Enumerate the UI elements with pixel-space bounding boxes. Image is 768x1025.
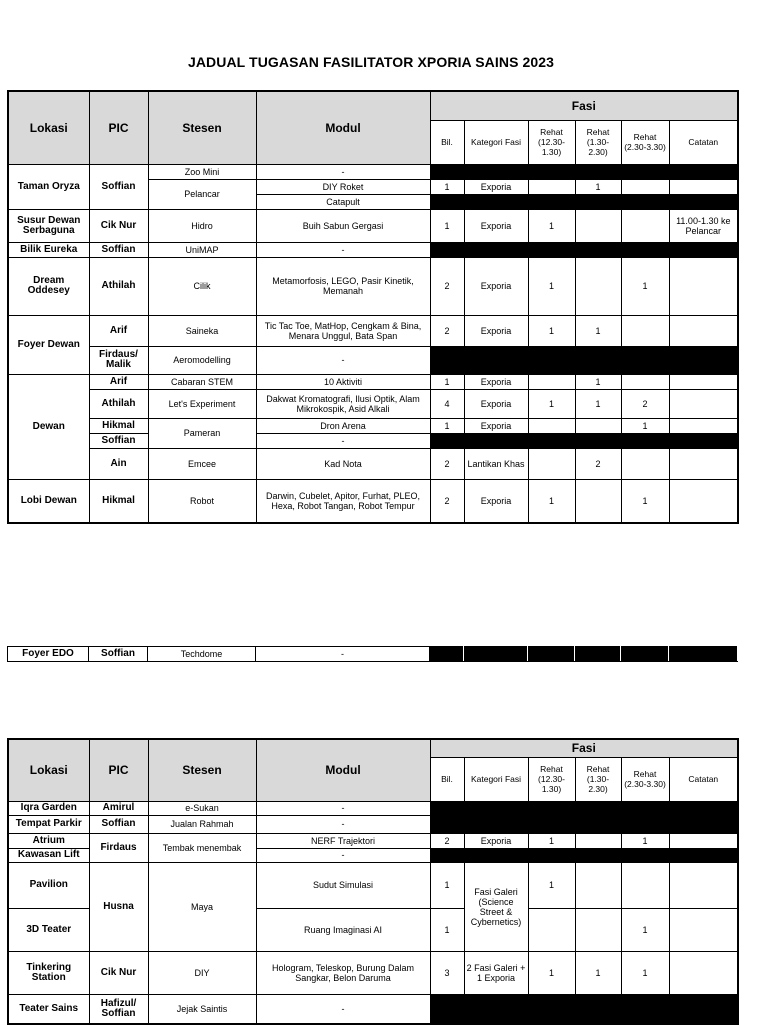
bil-cell: 1 — [430, 374, 464, 389]
pic-cell: Soffian — [89, 433, 148, 448]
kategori-cell: Fasi Galeri (Science Street & Cybernetics) — [464, 862, 528, 951]
modul-cell: - — [256, 801, 430, 815]
lokasi-cell: Taman Oryza — [8, 164, 89, 209]
rehat1-cell: 1 — [528, 209, 575, 242]
header-stesen: Stesen — [148, 91, 256, 164]
rehat3-cell — [621, 448, 669, 479]
pic-cell: Firdaus/ Malik — [89, 346, 148, 374]
schedule-table-main — [7, 90, 739, 524]
table-row — [8, 209, 738, 242]
header-rehat-2: Rehat (1.30-2.30) — [575, 120, 621, 164]
modul-cell: - — [256, 433, 430, 448]
rehat3-cell: 1 — [621, 951, 669, 994]
header-kategori: Kategori Fasi — [464, 757, 528, 801]
rehat3-cell — [621, 315, 669, 346]
rehat3-cell: 2 — [621, 389, 669, 418]
modul-cell: Sudut Simulasi — [256, 862, 430, 908]
modul-cell: Dakwat Kromatografi, Ilusi Optik, Alam Mikrokospik, Asid Alkali — [256, 389, 430, 418]
table-row — [8, 418, 738, 433]
catatan-cell — [669, 315, 738, 346]
rehat3-cell: 1 — [621, 833, 669, 848]
blocked-cell — [430, 242, 738, 257]
rehat1-cell: 1 — [528, 862, 575, 908]
catatan-cell — [669, 908, 738, 951]
modul-cell: Ruang Imaginasi AI — [256, 908, 430, 951]
blocked-cell — [430, 815, 738, 833]
pic-cell: Arif — [89, 315, 148, 346]
stesen-cell: Zoo Mini — [148, 164, 256, 179]
pic-cell: Ain — [89, 448, 148, 479]
blocked-cell — [430, 848, 738, 862]
table-row — [8, 315, 738, 346]
blocked-cell — [669, 647, 738, 662]
lokasi-cell: Lobi Dewan — [8, 479, 89, 523]
schedule-table-foyer-edo — [7, 646, 738, 662]
rehat3-cell — [621, 179, 669, 194]
rehat2-cell: 1 — [575, 389, 621, 418]
kategori-cell: Exporia — [464, 179, 528, 194]
lokasi-cell: Kawasan Lift — [8, 848, 89, 862]
rehat2-cell — [575, 209, 621, 242]
rehat2-cell — [575, 479, 621, 523]
rehat2-cell — [575, 862, 621, 908]
bil-cell: 3 — [430, 951, 464, 994]
lokasi-cell: Dream Oddesey — [8, 257, 89, 315]
stesen-cell: Let's Experiment — [148, 389, 256, 418]
pic-cell: Cik Nur — [89, 209, 148, 242]
bil-cell: 2 — [430, 257, 464, 315]
stesen-cell: Hidro — [148, 209, 256, 242]
stesen-cell: Jejak Saintis — [148, 994, 256, 1024]
blocked-cell — [621, 647, 669, 662]
header-bil: Bil. — [430, 120, 464, 164]
rehat1-cell: 1 — [528, 951, 575, 994]
catatan-cell — [669, 862, 738, 908]
stesen-cell: Cabaran STEM — [148, 374, 256, 389]
header-modul: Modul — [256, 739, 430, 801]
kategori-cell: Exporia — [464, 257, 528, 315]
header-catatan: Catatan — [669, 120, 738, 164]
pic-cell: Soffian — [89, 242, 148, 257]
header-bil: Bil. — [430, 757, 464, 801]
catatan-cell — [669, 257, 738, 315]
stesen-cell: Saineka — [148, 315, 256, 346]
header-stesen: Stesen — [148, 739, 256, 801]
table-row — [8, 801, 738, 815]
pic-cell: Soffian — [89, 815, 148, 833]
pic-cell: Soffian — [89, 164, 148, 209]
modul-cell: Kad Nota — [256, 448, 430, 479]
lokasi-cell: Foyer EDO — [8, 647, 89, 662]
kategori-cell: Exporia — [464, 389, 528, 418]
blocked-cell — [430, 647, 464, 662]
rehat2-cell — [575, 908, 621, 951]
modul-cell: - — [256, 346, 430, 374]
rehat3-cell — [621, 374, 669, 389]
header-fasi: Fasi — [430, 91, 738, 120]
header-rehat-1: Rehat (12.30-1.30) — [528, 120, 575, 164]
table-row — [8, 647, 738, 662]
table-row — [8, 433, 738, 448]
table-row — [8, 862, 738, 908]
rehat1-cell: 1 — [528, 479, 575, 523]
pic-cell: Firdaus — [89, 833, 148, 862]
stesen-cell: Techdome — [148, 647, 256, 662]
header-rehat-1: Rehat (12.30-1.30) — [528, 757, 575, 801]
kategori-cell: Exporia — [464, 833, 528, 848]
blocked-cell — [430, 801, 738, 815]
modul-cell: Hologram, Teleskop, Burung Dalam Sangkar, Belon Daruma — [256, 951, 430, 994]
table-row — [8, 833, 738, 848]
kategori-cell: Exporia — [464, 479, 528, 523]
bil-cell: 1 — [430, 418, 464, 433]
stesen-cell: Tembak menembak — [148, 833, 256, 862]
bil-cell: 2 — [430, 315, 464, 346]
lokasi-cell: Bilik Eureka — [8, 242, 89, 257]
stesen-cell: Robot — [148, 479, 256, 523]
table-row — [8, 951, 738, 994]
rehat3-cell — [621, 209, 669, 242]
stesen-cell: Pelancar — [148, 179, 256, 209]
header-rehat-3: Rehat (2.30-3.30) — [621, 757, 669, 801]
bil-cell: 2 — [430, 448, 464, 479]
stesen-cell: e-Sukan — [148, 801, 256, 815]
pic-cell: Amirul — [89, 801, 148, 815]
rehat2-cell — [575, 418, 621, 433]
stesen-cell: Cilik — [148, 257, 256, 315]
modul-cell: - — [256, 815, 430, 833]
rehat1-cell — [528, 374, 575, 389]
rehat1-cell: 1 — [528, 389, 575, 418]
modul-cell: Catapult — [256, 194, 430, 209]
catatan-cell — [669, 833, 738, 848]
pic-cell: Husna — [89, 862, 148, 951]
table-row — [8, 815, 738, 833]
rehat2-cell — [575, 257, 621, 315]
catatan-cell — [669, 179, 738, 194]
lokasi-cell: Dewan — [8, 374, 89, 479]
bil-cell: 4 — [430, 389, 464, 418]
table-row — [8, 374, 738, 389]
pic-cell: Hikmal — [89, 479, 148, 523]
blocked-cell — [430, 346, 738, 374]
table-row — [8, 389, 738, 418]
bil-cell: 1 — [430, 209, 464, 242]
blocked-cell — [575, 647, 621, 662]
modul-cell: NERF Trajektori — [256, 833, 430, 848]
rehat1-cell — [528, 448, 575, 479]
kategori-cell: Exporia — [464, 374, 528, 389]
table-row — [8, 346, 738, 374]
bil-cell: 1 — [430, 862, 464, 908]
pic-cell: Arif — [89, 374, 148, 389]
blocked-cell — [430, 433, 738, 448]
stesen-cell: Jualan Rahmah — [148, 815, 256, 833]
catatan-cell — [669, 418, 738, 433]
lokasi-cell: Atrium — [8, 833, 89, 848]
pic-cell: Hikmal — [89, 418, 148, 433]
modul-cell: - — [256, 242, 430, 257]
header-lokasi: Lokasi — [8, 739, 89, 801]
schedule-table-galeri — [7, 738, 739, 1025]
table-row — [8, 448, 738, 477]
kategori-cell: Exporia — [464, 315, 528, 346]
modul-cell: - — [256, 848, 430, 862]
modul-cell: Buih Sabun Gergasi — [256, 209, 430, 242]
stesen-cell: Maya — [148, 862, 256, 951]
lokasi-cell: Teater Sains — [8, 994, 89, 1024]
kategori-cell: 2 Fasi Galeri + 1 Exporia — [464, 951, 528, 994]
rehat2-cell: 2 — [575, 448, 621, 479]
bil-cell: 1 — [430, 908, 464, 951]
blocked-cell — [430, 194, 738, 209]
header-lokasi: Lokasi — [8, 91, 89, 164]
rehat1-cell: 1 — [528, 257, 575, 315]
catatan-cell — [669, 479, 738, 523]
table-row — [8, 257, 738, 315]
catatan-cell — [669, 951, 738, 994]
rehat1-cell — [528, 908, 575, 951]
stesen-cell: Emcee — [148, 448, 256, 479]
stesen-cell: DIY — [148, 951, 256, 994]
modul-cell: DIY Roket — [256, 179, 430, 194]
lokasi-cell: Tinkering Station — [8, 951, 89, 994]
kategori-cell: Exporia — [464, 209, 528, 242]
rehat3-cell: 1 — [621, 479, 669, 523]
modul-cell: Tic Tac Toe, MatHop, Cengkam & Bina, Menara Unggul, Bata Span — [256, 315, 430, 346]
rehat1-cell: 1 — [528, 315, 575, 346]
blocked-cell — [430, 164, 738, 179]
kategori-cell: Lantikan Khas — [464, 448, 528, 479]
modul-cell: - — [256, 647, 430, 662]
header-modul: Modul — [256, 91, 430, 164]
rehat2-cell: 1 — [575, 374, 621, 389]
table-row — [8, 994, 738, 1024]
header-rehat-2: Rehat (1.30-2.30) — [575, 757, 621, 801]
pic-cell: Soffian — [89, 647, 148, 662]
table-row — [8, 479, 738, 523]
modul-cell: Darwin, Cubelet, Apitor, Furhat, PLEO, Hexa, Robot Tangan, Robot Tempur — [256, 479, 430, 523]
table-row — [8, 164, 738, 179]
rehat1-cell — [528, 418, 575, 433]
modul-cell: 10 Aktiviti — [256, 374, 430, 389]
catatan-cell — [669, 374, 738, 389]
pic-cell: Athilah — [89, 257, 148, 315]
header-kategori: Kategori Fasi — [464, 120, 528, 164]
header-pic: PIC — [89, 91, 148, 164]
stesen-cell: Aeromodelling — [148, 346, 256, 374]
modul-cell: Dron Arena — [256, 418, 430, 433]
catatan-cell — [669, 448, 738, 479]
lokasi-cell: 3D Teater — [8, 908, 89, 951]
lokasi-cell: Pavilion — [8, 862, 89, 908]
rehat1-cell: 1 — [528, 833, 575, 848]
lokasi-cell: Tempat Parkir — [8, 815, 89, 833]
rehat1-cell — [528, 179, 575, 194]
header-fasi: Fasi — [430, 739, 738, 757]
lokasi-cell: Iqra Garden — [8, 801, 89, 815]
kategori-cell: Exporia — [464, 418, 528, 433]
pic-cell: Cik Nur — [89, 951, 148, 994]
stesen-cell: Pameran — [148, 418, 256, 448]
rehat2-cell: 1 — [575, 179, 621, 194]
rehat2-cell: 1 — [575, 315, 621, 346]
pic-cell: Hafizul/ Soffian — [89, 994, 148, 1024]
pic-cell: Athilah — [89, 389, 148, 418]
lokasi-cell: Susur Dewan Serbaguna — [8, 209, 89, 242]
page-title: JADUAL TUGASAN FASILITATOR XPORIA SAINS 2023 — [187, 54, 555, 70]
bil-cell: 2 — [430, 833, 464, 848]
bil-cell: 2 — [430, 479, 464, 523]
header-pic: PIC — [89, 739, 148, 801]
blocked-cell — [464, 647, 528, 662]
header-rehat-3: Rehat (2.30-3.30) — [621, 120, 669, 164]
modul-cell: Metamorfosis, LEGO, Pasir Kinetik, Memanah — [256, 257, 430, 315]
blocked-cell — [528, 647, 575, 662]
catatan-cell — [669, 389, 738, 418]
rehat2-cell — [575, 833, 621, 848]
modul-cell: - — [256, 164, 430, 179]
rehat2-cell: 1 — [575, 951, 621, 994]
rehat3-cell: 1 — [621, 908, 669, 951]
rehat3-cell — [621, 862, 669, 908]
rehat3-cell: 1 — [621, 257, 669, 315]
lokasi-cell: Foyer Dewan — [8, 315, 89, 374]
modul-cell: - — [256, 994, 430, 1024]
rehat3-cell: 1 — [621, 418, 669, 433]
header-catatan: Catatan — [669, 757, 738, 801]
catatan-cell: 11.00-1.30 ke Pelancar — [669, 209, 738, 242]
stesen-cell: UniMAP — [148, 242, 256, 257]
table-row — [8, 242, 738, 257]
bil-cell: 1 — [430, 179, 464, 194]
blocked-cell — [430, 994, 738, 1024]
